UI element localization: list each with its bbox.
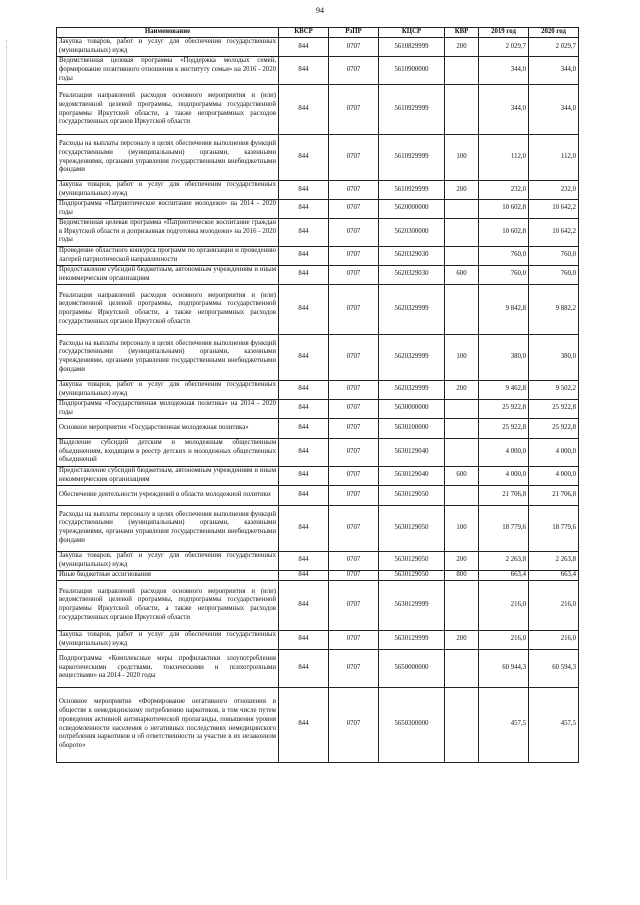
cell-kvsr: 844 (279, 200, 329, 219)
cell-amount-2020: 9 502,2 (529, 380, 579, 399)
cell-kcsr: 5630129050 (379, 570, 445, 580)
cell-name: Закупка товаров, работ и услуг для обеспечения государственных (муниципальных) нужд (57, 38, 279, 57)
cell-kcsr: 5610829999 (379, 38, 445, 57)
cell-kvr: 600 (445, 466, 479, 485)
cell-amount-2020: 232,0 (529, 181, 579, 200)
cell-amount-2019: 25 922,8 (479, 399, 529, 418)
cell-kvsr: 844 (279, 418, 329, 438)
cell-name: Подпрограмма «Комплексные меры профилактики злоупотребления наркотическими средствами, токсическими и психотропными веществами» на 2014 - 2020 годы (57, 649, 279, 687)
cell-kvr (445, 218, 479, 246)
cell-kvr: 100 (445, 334, 479, 380)
header-year-2020: 2020 год (529, 28, 579, 38)
cell-name: Реализация направлений расходов основного мероприятия и (или) ведомственной целевой программы, подпрограммы государственной программы Иркутской области, а также непрограммных расходов государственных органов Иркутской области (57, 284, 279, 334)
cell-amount-2020: 760,0 (529, 265, 579, 284)
cell-amount-2019: 760,0 (479, 265, 529, 284)
table-row (57, 438, 579, 466)
cell-kvsr: 844 (279, 38, 329, 57)
cell-kcsr: 5610929999 (379, 135, 445, 181)
cell-amount-2020: 25 922,8 (529, 399, 579, 418)
cell-kvsr: 844 (279, 334, 329, 380)
cell-kvr: 600 (445, 265, 479, 284)
table-row (57, 265, 579, 284)
cell-kvr (445, 418, 479, 438)
budget-table (56, 27, 579, 763)
cell-kcsr: 5630129999 (379, 580, 445, 630)
cell-amount-2019: 760,0 (479, 246, 529, 265)
table-header-row (57, 28, 579, 38)
cell-name: Расходы на выплаты персоналу в целях обеспечения выполнения функций государственными (муниципальными) органами, казенными учреждениями, органами управления государственными внебюджетными фондами (57, 135, 279, 181)
cell-rzpr: 0707 (329, 334, 379, 380)
cell-kcsr: 5620329999 (379, 334, 445, 380)
table-row (57, 181, 579, 200)
cell-kvsr: 844 (279, 551, 329, 570)
cell-kvsr: 844 (279, 246, 329, 265)
cell-kvsr: 844 (279, 399, 329, 418)
cell-name: Закупка товаров, работ и услуг для обеспечения государственных (муниципальных) нужд (57, 181, 279, 200)
cell-kcsr: 5630129050 (379, 551, 445, 570)
cell-amount-2019: 112,0 (479, 135, 529, 181)
cell-kcsr: 5630000000 (379, 399, 445, 418)
cell-kcsr: 5620329999 (379, 284, 445, 334)
cell-name: Расходы на выплаты персоналу в целях обеспечения выполнения функций государственными (муниципальными) органами, казенными учреждениями, органами управления государственными внебюджетными фондами (57, 334, 279, 380)
cell-amount-2020: 18 779,6 (529, 505, 579, 551)
cell-kvsr: 844 (279, 630, 329, 649)
cell-kvr: 200 (445, 380, 479, 399)
cell-kvsr: 844 (279, 580, 329, 630)
table-row (57, 570, 579, 580)
cell-amount-2020: 344,0 (529, 85, 579, 135)
cell-name: Закупка товаров, работ и услуг для обеспечения государственных (муниципальных) нужд (57, 551, 279, 570)
cell-kcsr: 5620329030 (379, 246, 445, 265)
cell-rzpr: 0707 (329, 181, 379, 200)
header-rzpr: РзПР (329, 28, 379, 38)
cell-kvr: 200 (445, 630, 479, 649)
cell-kvr (445, 580, 479, 630)
cell-amount-2020: 344,0 (529, 57, 579, 85)
cell-amount-2020: 216,0 (529, 580, 579, 630)
cell-rzpr: 0707 (329, 418, 379, 438)
cell-kvr (445, 246, 479, 265)
cell-kcsr: 5650300000 (379, 687, 445, 762)
table-body (57, 38, 579, 763)
cell-kvr (445, 85, 479, 135)
cell-amount-2019: 9 842,8 (479, 284, 529, 334)
cell-amount-2019: 18 779,6 (479, 505, 529, 551)
cell-amount-2019: 380,0 (479, 334, 529, 380)
cell-name: Обеспечение деятельности учреждений в области молодежной политики (57, 485, 279, 505)
cell-kcsr: 5610900000 (379, 57, 445, 85)
table-row (57, 218, 579, 246)
cell-kvr: 800 (445, 570, 479, 580)
cell-name: Иные бюджетные ассигнования (57, 570, 279, 580)
cell-amount-2019: 344,0 (479, 85, 529, 135)
cell-kcsr: 5630100000 (379, 418, 445, 438)
table-row (57, 687, 579, 762)
cell-amount-2019: 663,4 (479, 570, 529, 580)
cell-amount-2020: 2 263,8 (529, 551, 579, 570)
cell-kvsr: 844 (279, 85, 329, 135)
cell-name: Расходы на выплаты персоналу в целях обеспечения выполнения функций государственными (муниципальными) органами, казенными учреждениями, органами управления государственными внебюджетными фондами (57, 505, 279, 551)
cell-amount-2019: 4 000,0 (479, 438, 529, 466)
cell-amount-2020: 4 000,0 (529, 438, 579, 466)
header-name: Наименование (57, 28, 279, 38)
table-row (57, 466, 579, 485)
cell-kvsr: 844 (279, 181, 329, 200)
cell-kvr (445, 649, 479, 687)
table-row (57, 334, 579, 380)
cell-name: Реализация направлений расходов основного мероприятия и (или) ведомственной целевой программы, подпрограммы государственной программы Иркутской области, а также непрограммных расходов государственных органов Иркутской области (57, 85, 279, 135)
cell-kcsr: 5630129040 (379, 466, 445, 485)
cell-name: Основное мероприятие «Государственная молодежная политика» (57, 418, 279, 438)
cell-amount-2020: 10 642,2 (529, 218, 579, 246)
cell-kvr (445, 57, 479, 85)
table-row (57, 38, 579, 57)
cell-amount-2020: 10 642,2 (529, 200, 579, 219)
cell-amount-2020: 21 706,8 (529, 485, 579, 505)
cell-amount-2020: 112,0 (529, 135, 579, 181)
header-year-2019: 2019 год (479, 28, 529, 38)
cell-kcsr: 5650000000 (379, 649, 445, 687)
cell-rzpr: 0707 (329, 380, 379, 399)
table-row (57, 580, 579, 630)
table-row (57, 200, 579, 219)
cell-kcsr: 5630129040 (379, 438, 445, 466)
cell-rzpr: 0707 (329, 399, 379, 418)
cell-kvsr: 844 (279, 438, 329, 466)
cell-kcsr: 5620000000 (379, 200, 445, 219)
cell-amount-2019: 232,0 (479, 181, 529, 200)
cell-amount-2019: 9 462,8 (479, 380, 529, 399)
cell-amount-2019: 10 602,8 (479, 200, 529, 219)
cell-amount-2019: 60 944,3 (479, 649, 529, 687)
scan-edge-marks (6, 40, 9, 880)
table-row (57, 380, 579, 399)
cell-amount-2019: 2 029,7 (479, 38, 529, 57)
cell-amount-2020: 4 000,0 (529, 466, 579, 485)
cell-name: Предоставление субсидий бюджетным, автономным учреждениям и иным некоммерческим организациям (57, 265, 279, 284)
cell-rzpr: 0707 (329, 570, 379, 580)
table-row (57, 57, 579, 85)
cell-kvsr: 844 (279, 218, 329, 246)
cell-kvr (445, 438, 479, 466)
cell-kvsr: 844 (279, 485, 329, 505)
cell-name: Выделение субсидий детским и молодежным общественным объединениям, входящим в реестр детских и молодежных общественных объединений (57, 438, 279, 466)
table-row (57, 85, 579, 135)
table-row (57, 399, 579, 418)
cell-name: Основное мероприятие «Формирование негативного отношения в обществе к немедицинскому потреблению наркотиков, в том числе путем проведения активной антинаркотической пропаганды, повышения уровня осведомленности населения о негативных последствиях немедицинского потребления наркотиков и об ответственности за участие в их незаконном обороте» (57, 687, 279, 762)
cell-kvr (445, 284, 479, 334)
cell-kvr: 200 (445, 181, 479, 200)
page-number: 94 (316, 6, 324, 15)
cell-rzpr: 0707 (329, 687, 379, 762)
cell-amount-2020: 216,0 (529, 630, 579, 649)
cell-amount-2020: 380,0 (529, 334, 579, 380)
cell-kvsr: 844 (279, 466, 329, 485)
table-row (57, 505, 579, 551)
cell-kvsr: 844 (279, 284, 329, 334)
table-row (57, 485, 579, 505)
cell-amount-2019: 4 000,0 (479, 466, 529, 485)
cell-amount-2019: 10 602,8 (479, 218, 529, 246)
cell-rzpr: 0707 (329, 135, 379, 181)
cell-kvsr: 844 (279, 135, 329, 181)
cell-amount-2019: 2 263,8 (479, 551, 529, 570)
cell-amount-2020: 663,4 (529, 570, 579, 580)
cell-name: Предоставление субсидий бюджетным, автономным учреждениям и иным некоммерческим организациям (57, 466, 279, 485)
cell-amount-2020: 760,0 (529, 246, 579, 265)
cell-name: Проведение областного конкурса программ по организации и проведению лагерей патриотической направленности (57, 246, 279, 265)
table-row (57, 418, 579, 438)
cell-kvr: 200 (445, 551, 479, 570)
cell-rzpr: 0707 (329, 580, 379, 630)
cell-amount-2019: 216,0 (479, 580, 529, 630)
cell-kvsr: 844 (279, 265, 329, 284)
header-kvr: КВР (445, 28, 479, 38)
cell-amount-2019: 216,0 (479, 630, 529, 649)
cell-rzpr: 0707 (329, 265, 379, 284)
cell-rzpr: 0707 (329, 649, 379, 687)
cell-amount-2020: 60 594,3 (529, 649, 579, 687)
header-kcsr: КЦСР (379, 28, 445, 38)
cell-name: Закупка товаров, работ и услуг для обеспечения государственных (муниципальных) нужд (57, 380, 279, 399)
cell-rzpr: 0707 (329, 57, 379, 85)
cell-kvr: 200 (445, 38, 479, 57)
cell-rzpr: 0707 (329, 218, 379, 246)
cell-kvsr: 844 (279, 505, 329, 551)
cell-kcsr: 5620300000 (379, 218, 445, 246)
cell-rzpr: 0707 (329, 85, 379, 135)
cell-rzpr: 0707 (329, 246, 379, 265)
table-row (57, 649, 579, 687)
cell-amount-2020: 2 029,7 (529, 38, 579, 57)
cell-kcsr: 5620329030 (379, 265, 445, 284)
cell-kvr (445, 687, 479, 762)
cell-amount-2019: 25 922,8 (479, 418, 529, 438)
cell-kvsr: 844 (279, 57, 329, 85)
cell-rzpr: 0707 (329, 505, 379, 551)
cell-kvr: 100 (445, 135, 479, 181)
cell-kvsr: 844 (279, 687, 329, 762)
cell-name: Ведомственная целевая программа «Патриотическое воспитание граждан в Иркутской области и допризывная подготовка молодежи» на 2016 - 2020 годы (57, 218, 279, 246)
cell-kvr (445, 485, 479, 505)
table-row (57, 284, 579, 334)
cell-rzpr: 0707 (329, 38, 379, 57)
cell-kvr (445, 399, 479, 418)
cell-amount-2019: 344,0 (479, 57, 529, 85)
cell-rzpr: 0707 (329, 485, 379, 505)
cell-kvsr: 844 (279, 380, 329, 399)
cell-rzpr: 0707 (329, 551, 379, 570)
cell-amount-2020: 457,5 (529, 687, 579, 762)
cell-kcsr: 5620329999 (379, 380, 445, 399)
cell-kcsr: 5630129999 (379, 630, 445, 649)
cell-kcsr: 5630129050 (379, 505, 445, 551)
cell-kvr (445, 200, 479, 219)
cell-kcsr: 5610929999 (379, 85, 445, 135)
cell-kcsr: 5630129050 (379, 485, 445, 505)
cell-name: Подпрограмма «Государственная молодежная политика» на 2014 - 2020 годы (57, 399, 279, 418)
cell-amount-2020: 25 922,8 (529, 418, 579, 438)
table-row (57, 551, 579, 570)
cell-rzpr: 0707 (329, 284, 379, 334)
cell-kvsr: 844 (279, 570, 329, 580)
header-kvsr: КВСР (279, 28, 329, 38)
table-row (57, 135, 579, 181)
cell-kvsr: 844 (279, 649, 329, 687)
cell-kvr: 100 (445, 505, 479, 551)
table-row (57, 246, 579, 265)
cell-name: Реализация направлений расходов основного мероприятия и (или) ведомственной целевой программы, подпрограммы государственной программы Иркутской области, а также непрограммных расходов государственных органов Иркутской области (57, 580, 279, 630)
cell-name: Ведомственная целевая программа «Поддержка молодых семей, формирование позитивного отношения к институту семьи» на 2016 - 2020 годы (57, 57, 279, 85)
table-row (57, 630, 579, 649)
cell-amount-2019: 457,5 (479, 687, 529, 762)
cell-rzpr: 0707 (329, 466, 379, 485)
cell-amount-2019: 21 706,8 (479, 485, 529, 505)
cell-amount-2020: 9 882,2 (529, 284, 579, 334)
cell-kcsr: 5610929999 (379, 181, 445, 200)
cell-name: Подпрограмма «Патриотическое воспитание молодежи» на 2014 - 2020 годы (57, 200, 279, 219)
cell-name: Закупка товаров, работ и услуг для обеспечения государственных (муниципальных) нужд (57, 630, 279, 649)
cell-rzpr: 0707 (329, 438, 379, 466)
cell-rzpr: 0707 (329, 200, 379, 219)
cell-rzpr: 0707 (329, 630, 379, 649)
